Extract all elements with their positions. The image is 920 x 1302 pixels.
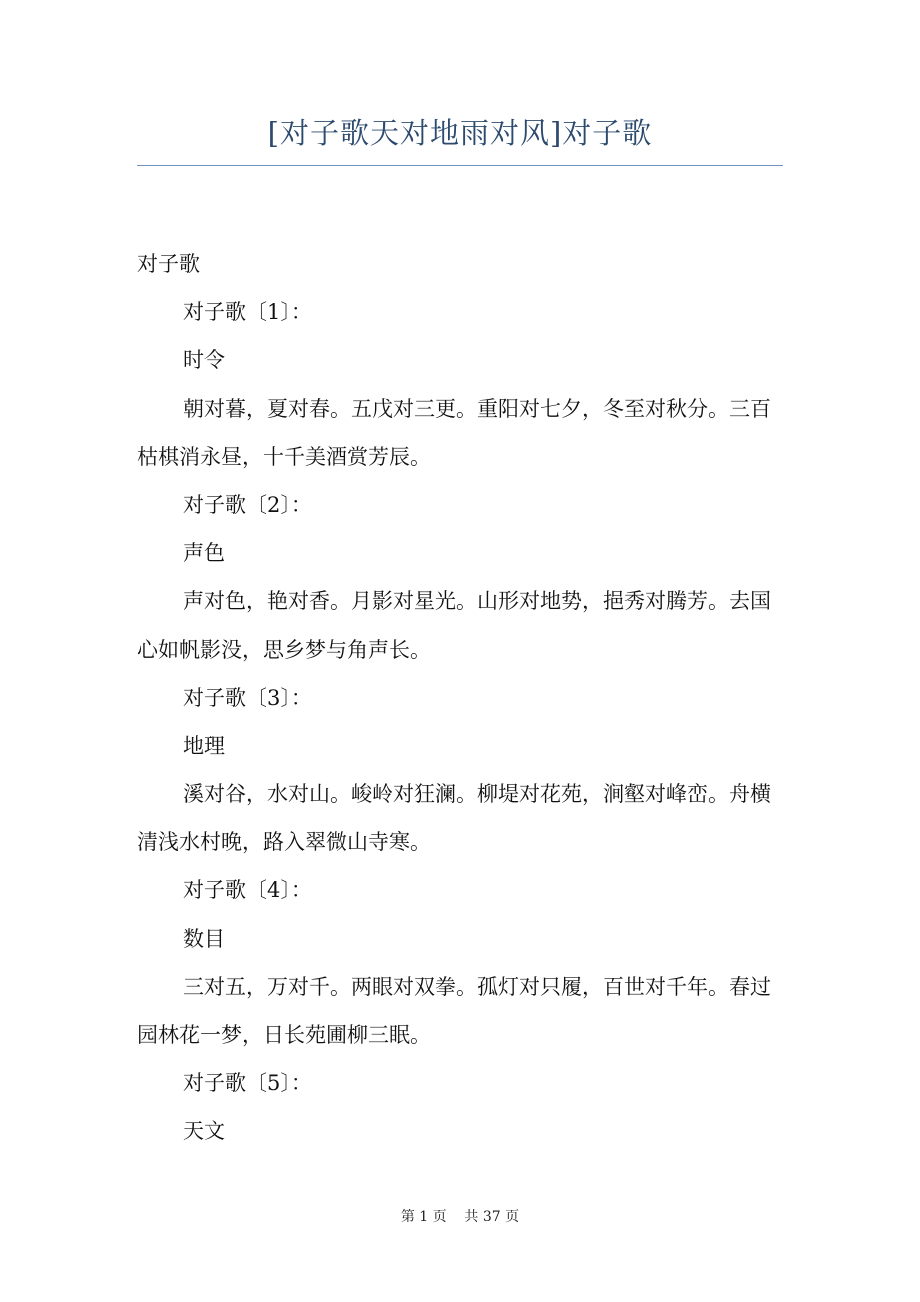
paragraph-line: 园林花一梦，日长苑圃柳三眠。 bbox=[137, 1023, 431, 1047]
section-heading: 对子歌〔3〕： bbox=[183, 686, 312, 710]
section-subtitle: 数目 bbox=[183, 927, 225, 951]
paragraph-line: 三对五，万对千。两眼对双拳。孤灯对只履，百世对千年。春过 bbox=[183, 975, 771, 999]
section-subtitle: 时令 bbox=[183, 348, 225, 372]
page-title: [对子歌天对地雨对风]对子歌 bbox=[267, 116, 653, 150]
section-heading: 对子歌〔4〕： bbox=[183, 878, 312, 902]
title-divider bbox=[137, 165, 783, 166]
page-number-footer: 第 1 页 共 37 页 bbox=[400, 1209, 520, 1225]
section-subtitle: 天文 bbox=[183, 1119, 225, 1143]
paragraph-line: 枯棋消永昼，十千美酒赏芳辰。 bbox=[137, 445, 431, 469]
paragraph-line: 心如帆影没，思乡梦与角声长。 bbox=[137, 638, 431, 662]
paragraph-line: 朝对暮，夏对春。五戊对三更。重阳对七夕，冬至对秋分。三百 bbox=[183, 397, 771, 421]
section-subtitle: 声色 bbox=[183, 541, 225, 565]
paragraph-line: 声对色，艳对香。月影对星光。山形对地势，挹秀对腾芳。去国 bbox=[183, 589, 771, 613]
paragraph-line: 清浅水村晚，路入翠微山寺寒。 bbox=[137, 830, 431, 854]
section-subtitle: 地理 bbox=[183, 734, 225, 758]
section-heading: 对子歌〔1〕： bbox=[183, 300, 312, 324]
paragraph-line: 溪对谷，水对山。峻岭对狂澜。柳堤对花苑，涧壑对峰峦。舟横 bbox=[183, 782, 771, 806]
section-heading: 对子歌〔5〕： bbox=[183, 1071, 312, 1095]
document-heading: 对子歌 bbox=[137, 252, 200, 276]
section-heading: 对子歌〔2〕： bbox=[183, 493, 312, 517]
